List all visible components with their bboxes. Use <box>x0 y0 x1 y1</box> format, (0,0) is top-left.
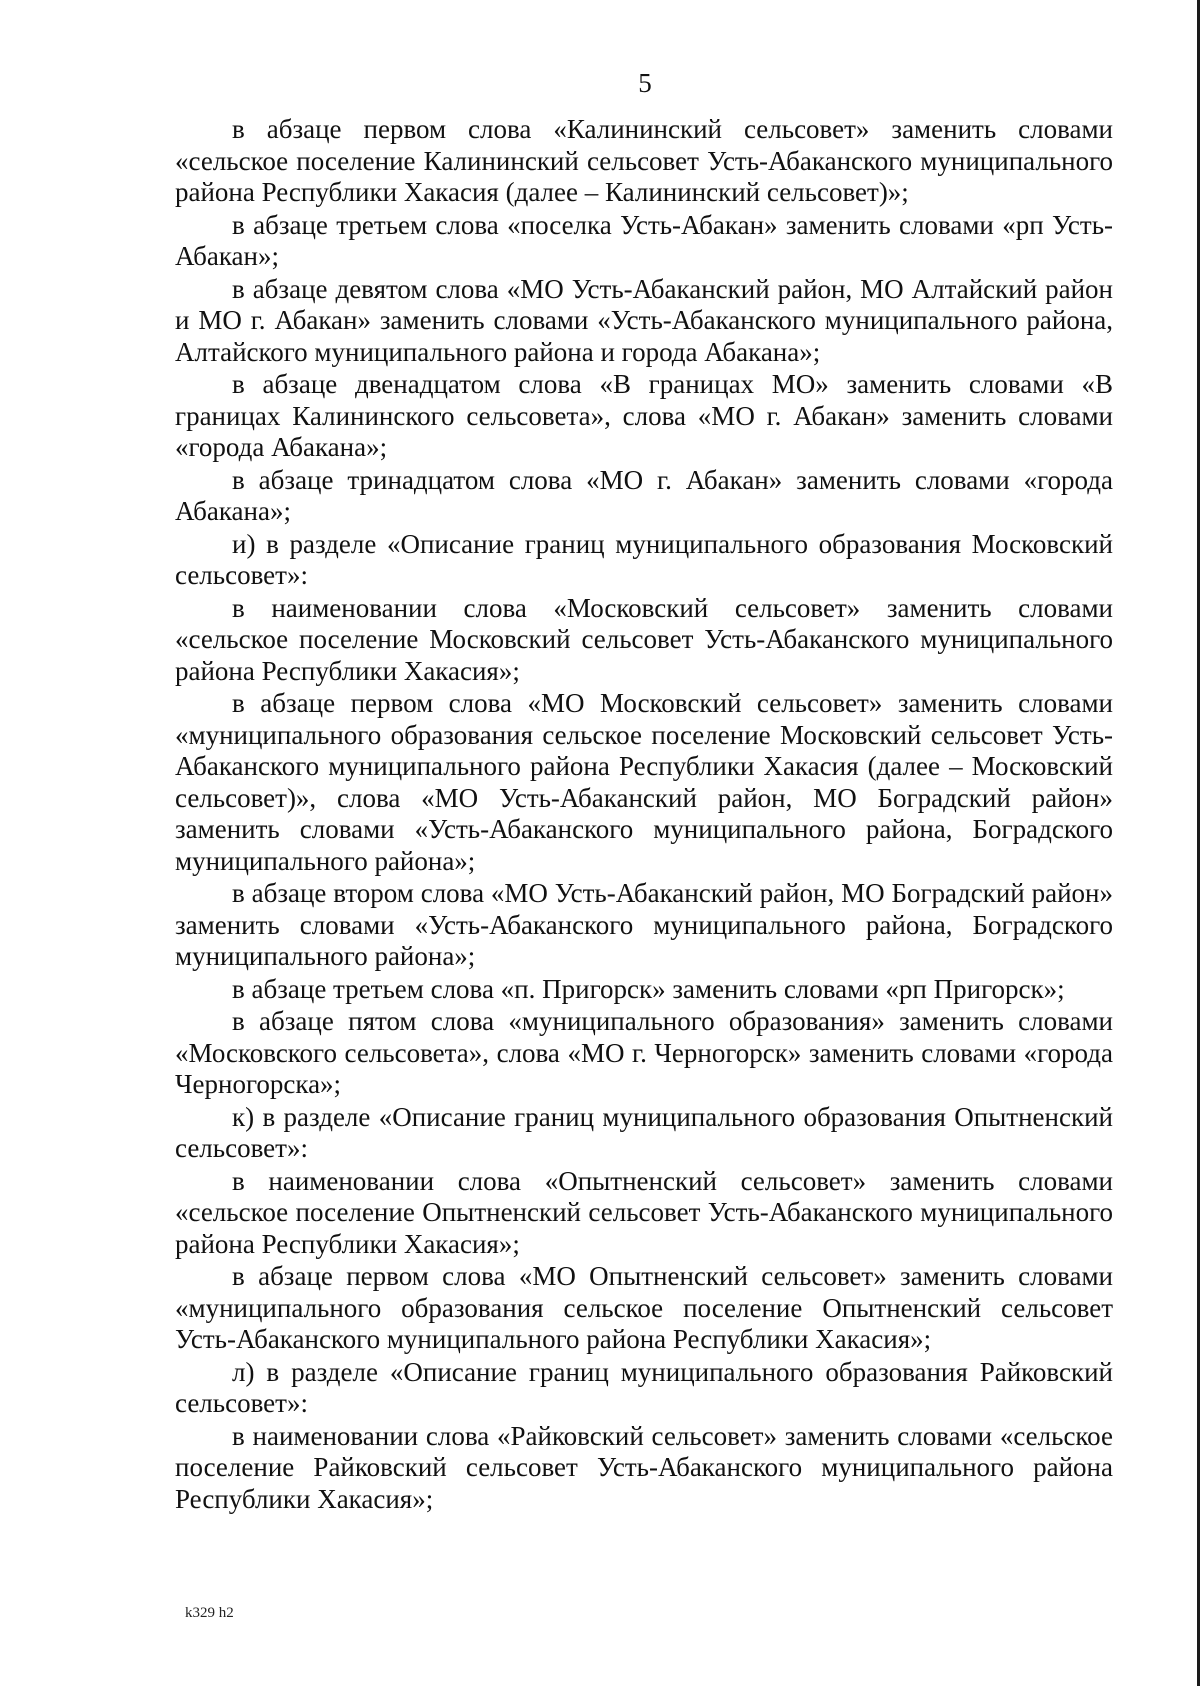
paragraph: л) в разделе «Описание границ муниципального образования Райковский сельсовет»: <box>175 1356 1113 1418</box>
paragraph: в абзаце девятом слова «МО Усть-Абаканский район, МО Алтайский район и МО г. Абакан» заменить словами «Усть-Абаканского муниципального района, Алтайского муниципального района и города Абакана»; <box>175 273 1113 367</box>
paragraph: в абзаце пятом слова «муниципального образования» заменить словами «Московского сельсовета», слова «МО г. Черногорск» заменить словами «города Черногорска»; <box>175 1006 1113 1099</box>
paragraph: в наименовании слова «Московский сельсовет» заменить словами «сельское поселение Московский сельсовет Усть-Абаканского муниципального района Республики Хакасия»; <box>175 592 1113 686</box>
paragraph: в наименовании слова «Опытненский сельсовет» заменить словами «сельское поселение Опытненский сельсовет Усть-Абаканского муниципального района Республики Хакасия»; <box>175 1165 1113 1259</box>
paragraph: в абзаце третьем слова «п. Пригорск» заменить словами «рп Пригорск»; <box>232 973 1065 1004</box>
paragraph: в абзаце третьем слова «поселка Усть-Абакан» заменить словами «рп Усть-Абакан»; <box>175 209 1113 271</box>
footer-document-code: k329 h2 <box>185 1605 234 1621</box>
paragraph: в абзаце первом слова «Калининский сельсовет» заменить словами «сельское поселение Калининский сельсовет Усть-Абаканского муниципального района Республики Хакасия (далее – Калининский сельсовет)»; <box>175 114 1113 207</box>
page-number: 5 <box>638 68 652 98</box>
document-body <box>175 114 1113 1516</box>
paragraph: в абзаце втором слова «МО Усть-Абаканский район, МО Боградский район» заменить словами «Усть-Абаканского муниципального района, Боградского муниципального района»; <box>175 878 1113 971</box>
paragraph: в абзаце тринадцатом слова «МО г. Абакан» заменить словами «города Абакана»; <box>175 464 1113 526</box>
paragraph: к) в разделе «Описание границ муниципального образования Опытненский сельсовет»: <box>175 1101 1113 1163</box>
paragraph: в абзаце первом слова «МО Московский сельсовет» заменить словами «муниципального образования сельское поселение Московский сельсовет Усть-Абаканского муниципального района Республики Хакасия (далее – Московский сельсовет)», слова «МО Усть-Абаканский район, МО Боградский район» заменить словами «Усть-Абаканского муниципального района, Боградского муниципального района»; <box>175 688 1113 876</box>
paragraph: в абзаце двенадцатом слова «В границах МО» заменить словами «В границах Калининского сельсовета», слова «МО г. Абакан» заменить словами «города Абакана»; <box>175 369 1113 462</box>
paragraph: и) в разделе «Описание границ муниципального образования Московский сельсовет»: <box>175 528 1113 590</box>
paragraph: в абзаце первом слова «МО Опытненский сельсовет» заменить словами «муниципального образования сельское поселение Опытненский сельсовет Усть-Абаканского муниципального района Республики Хакасия»; <box>175 1261 1113 1354</box>
paragraph: в наименовании слова «Райковский сельсовет» заменить словами «сельское поселение Райковский сельсовет Усть-Абаканского муниципального района Республики Хакасия»; <box>175 1420 1113 1514</box>
